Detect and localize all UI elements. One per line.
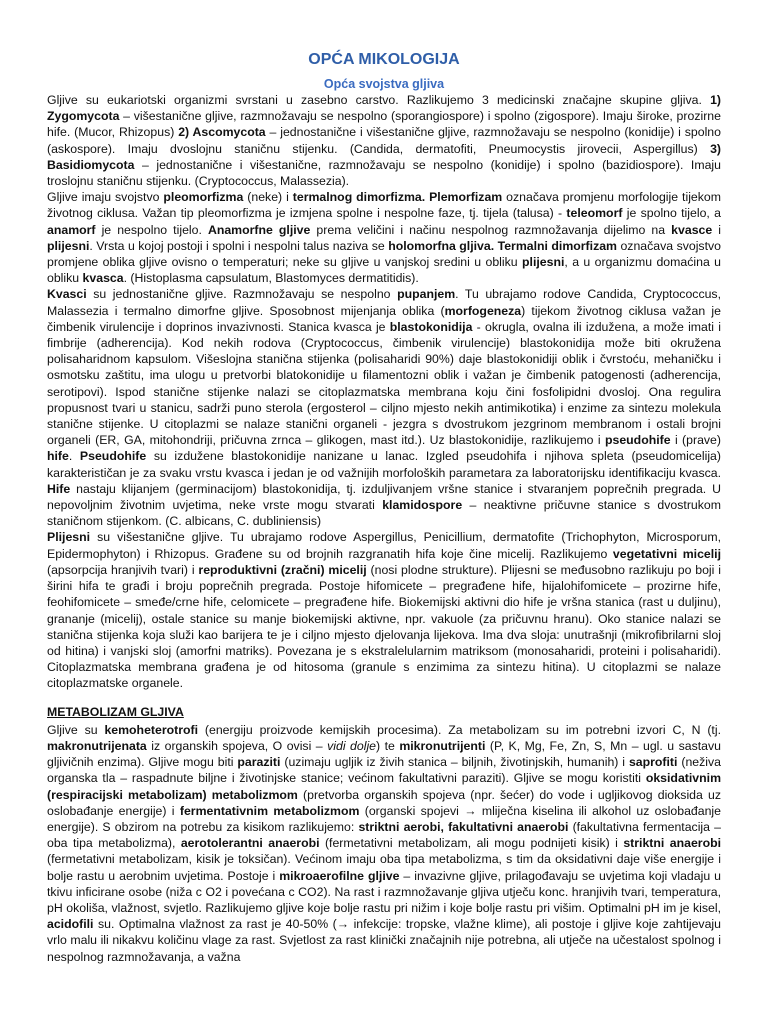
bold-term: kvasce — [671, 222, 713, 237]
bold-term: Anamorfne gljive — [207, 222, 311, 237]
bold-term: Pseudohife — [79, 449, 147, 464]
bold-term: makronutrijenata — [47, 738, 147, 753]
bold-term: mikroaerofilne gljive — [279, 868, 400, 883]
text-run: . (Histoplasma capsulatum, Blastomyces dermatitidis). — [123, 271, 419, 286]
text-run: je spolno tijelo, a — [622, 206, 721, 221]
bold-term: vegetativni micelij — [612, 546, 721, 561]
text-run: , a u organizmu domaćina u obliku — [47, 255, 722, 286]
bold-term: saprofiti — [628, 755, 678, 770]
text-run: su jednostanične gljive. Razmnožavaju se nespolno — [86, 287, 398, 302]
text-run: . Tu ubrajamo rodove Candida, Cryptococcus, Malassezia i termalno dimorfne gljive. Sposobnost mijenjanja oblika ( — [47, 287, 721, 318]
paragraph-kvasci — [47, 286, 721, 529]
bold-term: mikronutrijenti — [399, 738, 486, 753]
bold-term: Plijesni — [47, 530, 91, 545]
bold-term: striktni aerobi, fakultativni anaerobi — [358, 819, 569, 834]
paragraph-skupine-gljiva — [47, 92, 721, 189]
text-run: (neke) i — [243, 190, 293, 205]
text-run: – neaktivne pričuvne stanice s dvostrukom staničnom stijenkom. (C. albicans, C. dubliniensis) — [47, 498, 721, 529]
bold-term: morfogeneza — [444, 303, 522, 318]
bold-term: blastokonidija — [389, 319, 473, 334]
text-run: (nosi plodne strukture). Plijesni se međusobno razlikuju po boji i širini hifa te građi i broju poprečnih pregrada. Postoje hifomicete – pregrađene hife, hijalohifomicete – prozirne hife, feohifomicete – smeđe/crne hife, celomicete – pregrađene hife. Biokemijski aktivni dio hife je vršna stanica (rast u duljinu), grananje (micelij), ostale stanice su manje biokemijski aktivne, npr. vakuole (za pričuvnu hranu). Oko stanice nalazi se stanična stijenka koja služi kao barijera te je i ciljno mjesto djelovanja lijekova. Ima dva sloja: unutrašnji (mikrofibrilarni sloj od hitina) i vanjski sloj (amorfni matriks). Povezana je s ekstralelularnim matriksom (monosaharidi, proteini i polisaharidi). Citoplazmatska membrana građena je od hitosoma (granule s enzimima za sintezu hitina). U citoplazmi se nalaze citoplazmatske organele. — [47, 562, 721, 691]
bold-term: holomorfna gljiva. Termalni dimorfizam — [388, 238, 617, 253]
italic-note: vidi dolje — [327, 738, 377, 753]
text-run: (fakultativna fermentacija – oba tipa metabolizma), — [47, 819, 721, 851]
text-run: ) tijekom životnog ciklusa važan je čimbenik virulencije i doprinos invazivnosti. Stanica kvasca je — [47, 303, 721, 334]
bold-term: reproduktivni (zračni) micelij — [198, 562, 367, 577]
text-run: su višestanične gljive. Tu ubrajamo rodove Aspergillus, Penicillium, dermatofite (Trichophyton, Microsporum, Epidermophyton) i Rhizopus. Građene su od brojnih razgranatih hifa koje čine micelij. Razlikujemo — [47, 530, 721, 561]
text-run: (fermetativni metabolizam, ali mogu podnijeti kisik) i — [319, 836, 624, 851]
text-run: (energiju proizvode kemijskih procesima). Za metabolizam su im potrebni izvori C, N (tj. — [198, 722, 721, 737]
text-run: (organski spojevi → mliječna kiselina ili alkohol uz oslobađanje energije). S obzirom na potrebu za kisikom razlikujemo: — [47, 803, 721, 834]
bold-term: oksidativnim (respiracijski metabolizam) metabolizmom — [47, 771, 721, 802]
document-page — [47, 50, 721, 965]
bold-term: Kvasci — [47, 287, 87, 302]
text-run: iz organskih spojeva, O ovisi – — [146, 738, 328, 753]
text-run: i — [712, 222, 722, 237]
text-run: (uzimaju ugljik iz živih stanica – biljnih, životinjskih, humanih) i — [280, 755, 629, 770]
page-title: OPĆA MIKOLOGIJA — [308, 51, 460, 68]
text-run: označava svojstvo promjene oblika gljive ovisno o temperaturi; neke su gljive u vanjskoj sredini u obliku — [47, 238, 721, 270]
paragraph-pleomorfizam — [47, 189, 721, 286]
text-run: (pretvorba organskih spojeva (npr. šećer) do vode i ugljikovog dioksida uz oslobađanje energije) i — [47, 787, 721, 818]
bold-term: 1) Zygomycota — [47, 93, 721, 124]
text-run: su izdužene blastokonidije nanizane u lanac. Izgled pseudohifa i njihova spleta (pseudomicelija) karakterističan je za svaku vrstu kvasca i jedan je od važnijih morfoloških parametara za laboratorijsku identifikaciju kvasca. — [47, 449, 721, 480]
text-run: . Vrsta u kojoj postoji i spolni i nespolni talus naziva se — [89, 238, 389, 253]
bold-term: pleomorfizma — [163, 190, 244, 205]
bold-term: plijesni — [522, 255, 565, 270]
text-run: su. Optimalna vlažnost za rast je 40-50% (→ infekcije: tropske, vlažne klime), ali postoje i gljive koje zahtijevaju vrlo malu ili nikakvu količinu vlage za rast. Svjetlost za rast klinički značajnih nije potrebna, ali utječe na učestalost spolnog i nespolnog razmnožavanja, a važna — [47, 917, 721, 964]
bold-term: anamorf — [47, 222, 96, 237]
text-run: Gljive su — [47, 722, 105, 737]
text-run: – jednostanične i višestanične gljive, razmnožavaju se nespolno (konidije) i spolno (askospore). Imaju dvoslojnu staničnu stijenku. (Candida, dermatofiti, Pneumocystis jirovecii, Aspergillus) — [47, 125, 721, 156]
text-run: Gljive imaju svojstvo — [47, 190, 164, 205]
bold-term: klamidospore — [382, 498, 463, 513]
bold-term: 2) Ascomycota — [178, 125, 266, 140]
page-subtitle: Opća svojstva gljiva — [323, 77, 445, 91]
text-run: - okrugla, ovalna ili izdužena, a može imati i fimbrije (adherencija). Kod nekih rodova (Cryptococcus, čimbenik virulencije) blastokonidija može biti okružena polisaharidnom kapsulom. Višeslojna stanična stijenka (polisaharidi 90%) daje blastokonidiji oblik i čvrstoću, mehaničku i osmotsku zaštitu, ima ulogu u pretvorbi blatokonidije u filamentozni oblik i važan je čimbenik patogenosti (adherencija, serotipovi). Ispod stanične stijenke nalazi se citoplazmatska membrana koju čini fosfolipidni dvosloj. Ona regulira propusnost tvari u stanicu, sadrži puno sterola (ergosterol – ciljno mjesto nekih antimikotika) i enzime za sintezu molekula stanične stijenke. U citoplazmi se nalaze stanični organeli - jezgra s dvostrukom jezgrinom membranom i ostali brojni organeli (ER, GA, mitohondriji, pričuvna zrnca – glikogen, mast itd.). Uz blastokonidije, razlikujemo i — [47, 319, 721, 448]
bold-term: plijesni — [47, 238, 90, 253]
bold-term: teleomorf — [566, 206, 623, 221]
bold-term: Hife — [47, 481, 71, 496]
bold-term: kemoheterotrofi — [104, 722, 199, 737]
bold-term: pupanjem — [397, 287, 456, 302]
text-run: (fermetativni metabolizam, kisik je toksičan). Većinom imaju oba tipa metabolizma, s tim da oksidativni daje više energije i bolje rastu u aerobnim uvjetima. Postoje i — [47, 852, 721, 883]
paragraph-metabolizam — [47, 722, 721, 965]
section-heading-metabolizam: METABOLIZAM GLJIVA — [47, 704, 184, 719]
text-run: (apsorpcija hranjivih tvari) i — [47, 562, 199, 577]
paragraph-plijesni — [47, 529, 721, 691]
bold-term: aerotolerantni anaerobi — [180, 836, 320, 851]
text-run: i (prave) — [670, 433, 721, 448]
text-run: – višestanične gljive, razmnožavaju se nespolno (sporangiospore) i spolno (zigospore). Imaju široke, prozirne hife. (Mucor, Rhizopus) — [47, 109, 721, 140]
bold-term: acidofili — [47, 917, 94, 932]
bold-term: termalnog dimorfizma. Plemorfizam — [292, 190, 503, 205]
text-run: (neživa organska tla – raspadnute biljne i životinjske stanice; većinom fakultativni paraziti). Gljive se mogu koristiti — [47, 755, 722, 786]
bold-term: striktni anaerobi — [623, 836, 722, 851]
text-run: prema veličini i načinu nespolnog razmnožavanja dijelimo na — [310, 222, 672, 237]
bold-term: pseudohife — [604, 433, 671, 448]
section-gap — [47, 692, 721, 704]
bold-term: paraziti — [237, 755, 281, 770]
text-run: – jednostanične i višestanične, razmnožavaju se nespolno (konidije) i spolno (bazidiospore). Imaju troslojnu staničnu stijenku. (Cryptococcus, Malassezia). — [47, 157, 721, 189]
text-run: (P, K, Mg, Fe, Zn, S, Mn – ugl. u sastavu gljivičnih enzima). Gljive mogu biti — [47, 738, 721, 770]
bold-term: fermentativnim metabolizmom — [179, 803, 360, 818]
text-run: označava promjenu morfologije tijekom životnog ciklusa. Važan tip pleomorfizma je izmjena spolne i nespolne faze, tj. tijela (talusa) - — [47, 190, 722, 221]
text-run: Gljive su eukariotski organizmi svrstani u zasebno carstvo. Razlikujemo 3 medicinski značajne skupine gljiva. — [47, 93, 711, 107]
text-run: – invazivne gljive, prilagođavaju se uvjetima koji vladaju u tkivu inficirane osobe (niža c O2 i povećana c CO2). Na rast i razmnožavanje gljiva utječu konc. hranjivih tvari, temperatura, pH okoliša, vlažnost, svjetlo. Razlikujemo gljive koje bolje rastu pri nižim i koje bolje rastu pri višim. Optimalni pH im je kisel, — [47, 868, 721, 915]
bold-term: hife — [47, 449, 69, 464]
bold-term: kvasca — [82, 271, 124, 286]
text-run: . — [68, 449, 80, 464]
bold-term: 3) Basidiomycota — [47, 141, 721, 172]
text-run: nastaju klijanjem (germinacijom) blastokonidija, tj. izduljivanjem vršne stanice i stvaranjem poprečnih pregrada. U nepovoljnim životnim uvjetima, neke vrste mogu stvarati — [47, 481, 721, 513]
text-run: ) te — [376, 738, 400, 753]
text-run: je nespolno tijelo. — [95, 222, 208, 237]
